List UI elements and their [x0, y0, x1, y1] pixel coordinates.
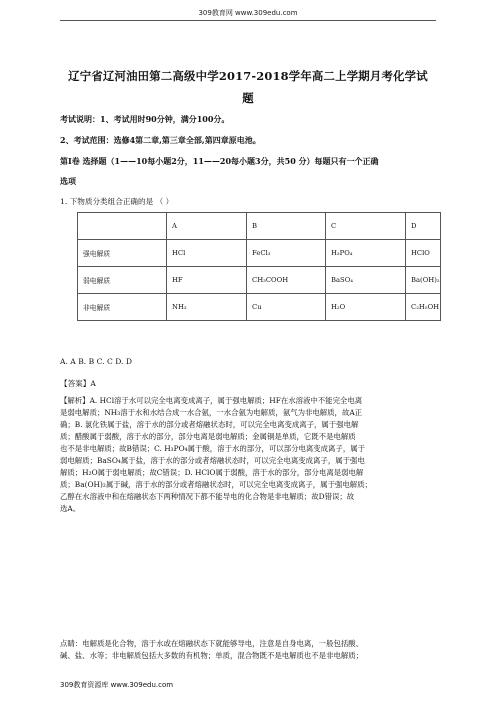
table-header-cell: B — [247, 213, 326, 240]
table-cell: Cu — [247, 294, 326, 321]
page-footer: 309教育资源库 www.309edu.com — [60, 681, 174, 689]
analysis-line: 选A。 — [60, 504, 81, 513]
table-cell: Ba(OH)₂ — [406, 267, 441, 294]
table-cell: 强电解质 — [78, 240, 167, 267]
exam-info-duration: 考试说明：1、考试用时90分钟，满分100分。 — [60, 114, 230, 124]
table-cell: HClO — [406, 240, 441, 267]
table-cell: BaSO₄ — [326, 267, 406, 294]
analysis-line: 乙醇在水溶液中和在熔融状态下两种情况下都不能导电的化合物是非电解质；故D错误；故 — [60, 492, 355, 501]
analysis-line: 质；醋酸属于弱酸，溶于水的部分，部分电离是弱电解质；金属铜是单质，它既不是电解质 — [60, 432, 356, 441]
analysis-line: 弱电解质；BaSO₄属于盐，溶于水的部分或者熔融状态时，可以完全电离变成离子，属于强电 — [60, 456, 365, 465]
table-header-row — [78, 213, 441, 240]
analysis-paragraph — [60, 395, 436, 515]
answer-label: 【答案】A — [60, 379, 96, 388]
analysis-line: 解质；H₂O属于弱电解质；故C错误；D. HClO属于弱酸，溶于水的部分，部分电离是弱电解 — [60, 468, 364, 477]
table-cell: HF — [167, 267, 247, 294]
comment-line: 点睛：电解质是化合物，溶于水或在熔融状态下就能够导电，注意是自身电离，一般包括酸、 — [60, 639, 364, 648]
table-row — [78, 267, 441, 294]
table-cell: C₂H₅OH — [406, 294, 441, 321]
section-heading: 第Ⅰ卷 选择题（1——10每小题2分，11——20每小题3分，共50 分）每题只有一个正确 — [60, 156, 379, 166]
table-cell: CH₃COOH — [247, 267, 326, 294]
table-cell: NH₃ — [167, 294, 247, 321]
table-header-cell — [78, 213, 167, 240]
analysis-line: 是弱电解质；NH₃溶于水和水结合成一水合氨，一水合氨为电解质，氨气为非电解质，故A正 — [60, 408, 363, 417]
analysis-line: 也不是非电解质；故B错误；C. H₃PO₄属于酸，溶于水的部分，可以部分电离变成离子，属于 — [60, 444, 365, 453]
analysis-line: 质；Ba(OH)₂属于碱，溶于水的部分或者熔融状态时，可以完全电离变成离子，属于强电解质； — [60, 480, 372, 489]
section-heading-cont: 选项 — [60, 176, 76, 186]
analysis-line: 【解析】A. HCl溶于水可以完全电离变成离子，属于强电解质；HF在水溶液中不能完全电离 — [60, 396, 363, 405]
table-cell: 非电解质 — [78, 294, 167, 321]
table-cell: 弱电解质 — [78, 267, 167, 294]
table-row — [78, 294, 441, 321]
table-cell: FeCl₃ — [247, 240, 326, 267]
table-header-cell: A — [167, 213, 247, 240]
comment-line: 碱、盐、水等；非电解质包括大多数的有机物；单质，混合物既不是电解质也不是非电解质； — [60, 651, 364, 660]
table-row — [78, 240, 441, 267]
analysis-line: 确；B. 氯化铁属于盐，溶于水的部分或者熔融状态时，可以完全电离变成离子，属于强电解 — [60, 420, 359, 429]
question-1-stem: 1. 下物质分类组合正确的是 （ ） — [60, 197, 174, 206]
table-header-cell: C — [326, 213, 406, 240]
comment-paragraph — [60, 638, 436, 662]
header-divider — [60, 20, 436, 21]
table-cell: HCl — [167, 240, 247, 267]
table-cell: H₃PO₄ — [326, 240, 406, 267]
answer-options: A. A B. B C. C D. D — [60, 357, 132, 366]
classification-table — [77, 212, 441, 321]
table-cell: H₂O — [326, 294, 406, 321]
page-header: 309教育网 www.309edu.com — [198, 9, 298, 17]
exam-info-scope: 2、考试范围：选修4第二章,第三章全部,第四章原电池。 — [60, 135, 261, 145]
table-header-cell: D — [406, 213, 441, 240]
document-title-line1: 辽宁省辽河油田第二高级中学2017-2018学年高二上学期月考化学试 — [68, 69, 428, 83]
document-title-line2: 题 — [242, 91, 254, 105]
